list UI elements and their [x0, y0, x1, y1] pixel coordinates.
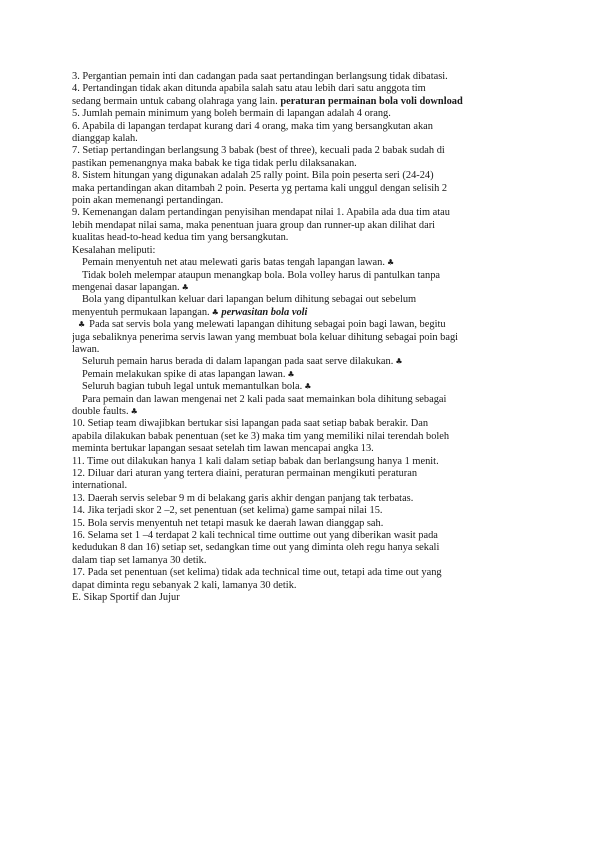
line-text: apabila dilakukan babak penentuan (set ke 3) maka tim yang memiliki nilai terendah boleh	[72, 430, 450, 442]
text-line	[72, 158, 530, 170]
line-text: 7. Setiap pertandingan berlangsung 3 babak (best of three), kecuali pada 2 babak sudah di	[72, 145, 445, 157]
text-line	[72, 505, 530, 517]
text-line	[72, 83, 530, 95]
line-text: 13. Daerah servis selebar 9 m di belakang garis akhir dengan panjang tak terbatas.	[72, 492, 414, 504]
line-text: dapat diminta regu sebanyak 2 kali, lamanya 30 detik.	[72, 579, 297, 591]
text-line	[72, 480, 530, 492]
line-text: Pemain menyentuh net atau melewati garis batas tengah lapangan lawan.	[82, 257, 385, 269]
line-text: 9. Kemenangan dalam pertandingan penyisihan mendapat nilai 1. Apabila ada dua tim atau	[72, 207, 450, 219]
club-bullet-icon: ♣	[130, 406, 138, 416]
text-line	[72, 257, 530, 269]
text-line	[72, 406, 530, 418]
line-text: menyentuh permukaan lapangan.	[72, 306, 210, 318]
text-line	[72, 108, 530, 120]
text-line	[72, 518, 530, 530]
text-line	[72, 332, 530, 344]
line-text: 6. Apabila di lapangan terdapat kurang dari 4 orang, maka tim yang bersangkutan akan	[72, 120, 433, 132]
text-line	[72, 381, 530, 393]
line-text: poin akan memenangi pertandingan.	[72, 195, 224, 207]
text-line	[72, 344, 530, 356]
line-text: 3. Pergantian pemain inti dan cadangan pada saat pertandingan berlangsung tidak dibatasi.	[72, 71, 448, 82]
text-line	[72, 133, 530, 145]
text-line	[72, 183, 530, 195]
club-bullet-icon: ♣	[211, 307, 219, 317]
keyword-link[interactable]: peraturan permainan bola voli download	[280, 95, 463, 107]
text-line	[72, 555, 530, 567]
text-line	[72, 170, 530, 182]
line-text: E. Sikap Sportif dan Jujur	[72, 592, 180, 604]
line-text: 17. Pada set penentuan (set kelima) tidak ada technical time out, tetapi ada time out yang	[72, 567, 442, 579]
line-text: sedang bermain untuk cabang olahraga yang lain.	[72, 95, 281, 107]
line-text: juga sebaliknya penerima servis lawan yang membuat bola keluar dihitung sebagai poin bagi	[72, 331, 459, 343]
line-text: maka pertandingan akan ditambah 2 poin. Peserta yg pertama kali unggul dengan selisih 2	[72, 182, 448, 194]
line-text: lawan.	[72, 343, 100, 355]
text-line	[72, 145, 530, 157]
text-line	[72, 493, 530, 505]
line-text: 14. Jika terjadi skor 2 –2, set penentuan (set kelima) game sampai nilai 15.	[72, 505, 383, 517]
text-line	[72, 307, 530, 319]
line-text: Pada sat servis bola yang melewati lapangan dihitung sebagai poin bagi lawan, begitu	[89, 319, 446, 331]
line-text: Tidak boleh melempar ataupun menangkap bola. Bola volley harus di pantulkan tanpa	[82, 269, 441, 281]
line-text: meminta bertukar lapangan sesaat setelah tim lawan mencapai angka 13.	[72, 443, 374, 455]
line-text: kedudukan 8 dan 16) setiap set, sedangkan time out yang diminta oleh regu hanya sekali	[72, 542, 440, 554]
line-text: 4. Pertandingan tidak akan ditunda apabila salah satu atau lebih dari satu anggota tim	[72, 83, 426, 95]
text-line	[72, 245, 530, 257]
line-text: 10. Setiap team diwajibkan bertukar sisi lapangan pada saat setiap babak berakir. Dan	[72, 418, 429, 430]
line-text: Para pemain dan lawan mengenai net 2 kali pada saat memainkan bola dihitung sebagai	[82, 393, 447, 405]
line-text: mengenai dasar lapangan.	[72, 281, 180, 293]
text-line	[72, 294, 530, 306]
line-text: lebih mendapat nilai sama, maka penentuan juara group dan runner-up akan dilihat dari	[72, 219, 436, 231]
text-line	[72, 418, 530, 430]
text-line	[72, 580, 530, 592]
line-text: kualitas head-to-head kedua tim yang bersangkutan.	[72, 232, 289, 244]
club-bullet-icon: ♣	[395, 357, 403, 367]
line-text: Seluruh bagian tubuh legal untuk memantulkan bola.	[82, 381, 303, 393]
line-text: 12. Diluar dari aturan yang tertera diaini, peraturan permainan mengikuti peraturan	[72, 468, 418, 479]
text-line	[72, 356, 530, 368]
text-line	[72, 443, 530, 455]
club-bullet-icon: ♣	[78, 320, 86, 330]
line-text: 5. Jumlah pemain minimum yang boleh bermain di lapangan adalah 4 orang.	[72, 108, 391, 120]
line-text: dianggap kalah.	[72, 133, 138, 145]
text-line	[72, 232, 530, 244]
text-line	[72, 567, 530, 579]
text-line	[72, 121, 530, 133]
line-text: dalam tiap set lamanya 30 detik.	[72, 554, 207, 566]
text-line	[72, 431, 530, 443]
text-line	[72, 220, 530, 232]
club-bullet-icon: ♣	[304, 382, 312, 392]
line-text: pastikan pemenangnya maka babak ke tiga tidak perlu dilaksanakan.	[72, 157, 357, 169]
text-line	[72, 369, 530, 381]
line-text: 15. Bola servis menyentuh net tetapi masuk ke daerah lawan dianggap sah.	[72, 517, 384, 529]
text-line	[72, 207, 530, 219]
text-line	[72, 468, 530, 480]
line-text: Bola yang dipantulkan keluar dari lapangan belum dihitung sebagai out sebelum	[82, 294, 417, 306]
keyword-link[interactable]: perwasitan bola voli	[218, 306, 308, 318]
line-text: international.	[72, 480, 128, 492]
text-line	[72, 96, 530, 108]
text-line	[72, 530, 530, 542]
text-line	[72, 542, 530, 554]
text-line	[72, 319, 530, 331]
line-text: Pemain melakukan spike di atas lapangan lawan.	[82, 368, 286, 380]
text-line	[72, 71, 530, 83]
text-line	[72, 282, 530, 294]
text-line	[72, 456, 530, 468]
line-text: 11. Time out dilakukan hanya 1 kali dalam setiap babak dan berlangsung hanya 1 menit.	[72, 455, 439, 467]
text-line	[72, 195, 530, 207]
line-text: 8. Sistem hitungan yang digunakan adalah 25 rally point. Bila poin peserta seri (24-24)	[72, 170, 434, 182]
text-line	[72, 270, 530, 282]
line-text: double faults.	[72, 405, 129, 417]
text-line	[72, 592, 530, 604]
text-line	[72, 394, 530, 406]
line-text: 16. Selama set 1 –4 terdapat 2 kali technical time outtime out yang diberikan wasit pada	[72, 530, 438, 542]
club-bullet-icon: ♣	[181, 282, 189, 292]
club-bullet-icon: ♣	[386, 258, 395, 268]
line-text: Seluruh pemain harus berada di dalam lapangan pada saat serve dilakukan.	[82, 356, 394, 368]
line-text: Kesalahan meliputi:	[72, 244, 156, 256]
club-bullet-icon: ♣	[287, 369, 295, 379]
